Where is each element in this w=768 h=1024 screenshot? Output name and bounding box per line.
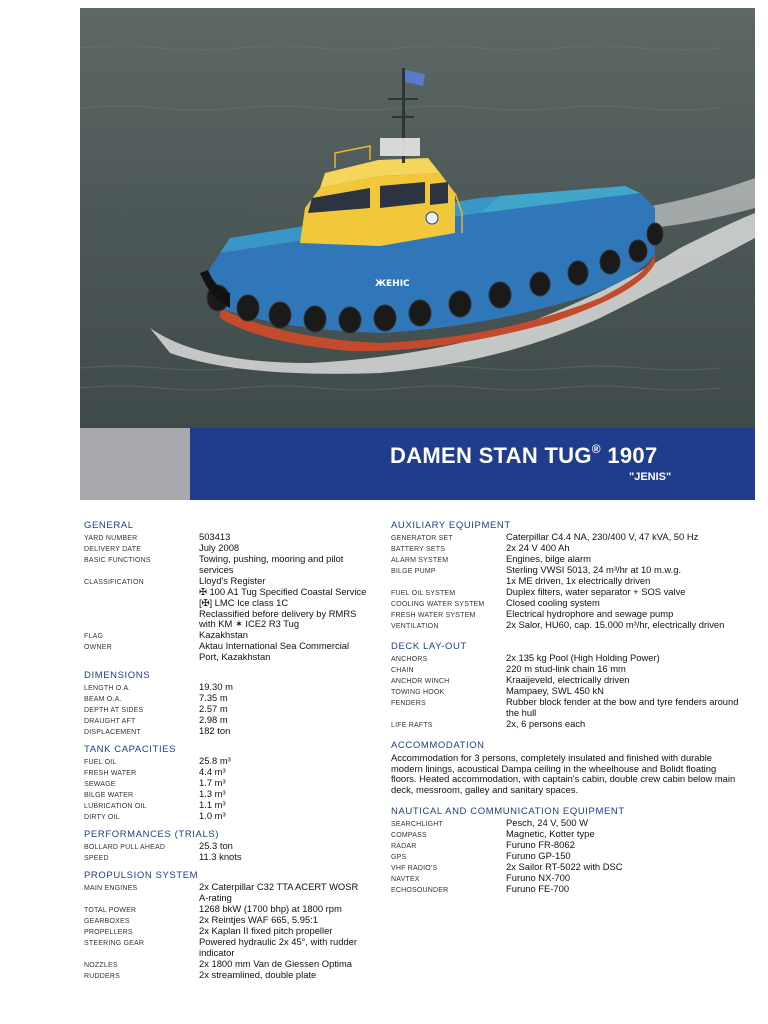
spec-label: DIRTY OIL bbox=[84, 814, 120, 822]
accommodation-text: Accommodation for 3 persons, completely insulated and finished with durable modern linings, acoustical Dampa ceiling in the wheelhouse and Bolidt floating floors. Heated accommodation, with captain's cabin, double crew cabin below main deck, messroom, galley and sanitary spaces. bbox=[391, 751, 736, 796]
spec-value: Duplex filters, water separator + SOS valve bbox=[506, 585, 686, 597]
spec-value: 25.3 ton bbox=[199, 840, 233, 852]
spec-label: BATTERY SETS bbox=[391, 546, 446, 553]
title-model: 1907 bbox=[607, 443, 658, 468]
spec-value: Kazakhstan bbox=[199, 629, 248, 641]
spec-column-right bbox=[391, 520, 751, 895]
spec-label: ANCHORS bbox=[391, 655, 428, 663]
spec-label: LUBRICATION OIL bbox=[84, 803, 147, 811]
spec-label: TOTAL POWER bbox=[84, 906, 137, 914]
spec-label: BOLLARD PULL AHEAD bbox=[84, 844, 166, 852]
title-text: DAMEN STAN TUG bbox=[390, 443, 592, 468]
spec-label: RUDDERS bbox=[84, 972, 121, 980]
spec-label: STEERING GEAR bbox=[84, 939, 145, 947]
spec-label: DISPLACEMENT bbox=[84, 729, 141, 737]
spec-value: Sterling VWSI 5013, 24 m³/hr at 10 m.w.g. 1x ME driven, 1x electrically driven bbox=[506, 564, 682, 586]
trademark-mark: ® bbox=[591, 441, 601, 456]
spec-value: Furuno GP-150 bbox=[506, 850, 571, 862]
spec-row bbox=[84, 682, 374, 693]
spec-value: 1.7 m³ bbox=[199, 777, 226, 789]
section-heading-propulsion: PROPULSION SYSTEM bbox=[84, 870, 199, 882]
spec-value: 2x Salor, HU60, cap. 15.000 m³/hr, electrically driven bbox=[506, 618, 725, 630]
spec-row bbox=[84, 641, 374, 663]
spec-value: 1.1 m³ bbox=[199, 799, 226, 811]
spec-value: Engines, bilge alarm bbox=[506, 553, 591, 564]
spec-value: 1.3 m³ bbox=[199, 788, 226, 800]
page-title bbox=[390, 443, 658, 469]
spec-value: 11.3 knots bbox=[199, 851, 242, 863]
spec-label: ALARM SYSTEM bbox=[391, 557, 449, 564]
spec-value: Electrical hydrophore and sewage pump bbox=[506, 607, 674, 619]
spec-value: 503413 bbox=[199, 531, 231, 542]
spec-row bbox=[391, 697, 751, 719]
spec-label: LENGTH O.A. bbox=[84, 685, 131, 693]
spec-value: Pesch, 24 V, 500 W bbox=[506, 817, 588, 829]
spec-label: COMPASS bbox=[391, 832, 427, 840]
spec-row bbox=[84, 767, 374, 778]
spec-value: Furuno NX-700 bbox=[506, 872, 571, 884]
spec-value: Powered hydraulic 2x 45°, with rudder indicator bbox=[199, 935, 357, 958]
section-heading-general: GENERAL bbox=[84, 520, 134, 531]
spec-label: MAIN ENGINES bbox=[84, 885, 138, 893]
spec-row bbox=[391, 532, 751, 543]
spec-label: SEARCHLIGHT bbox=[391, 821, 443, 829]
spec-label: BILGE WATER bbox=[84, 792, 134, 800]
spec-label: SEWAGE bbox=[84, 781, 116, 789]
spec-row bbox=[84, 811, 374, 822]
spec-value: Mampaey, SWL 450 kN bbox=[506, 684, 604, 696]
spec-row bbox=[391, 565, 751, 587]
spec-label: CHAIN bbox=[391, 666, 414, 674]
spec-value: 2x Reintjes WAF 665, 5.95:1 bbox=[199, 913, 318, 925]
section-deck bbox=[391, 653, 751, 730]
spec-row bbox=[84, 693, 374, 704]
spec-label: NOZZLES bbox=[84, 961, 118, 969]
spec-value: 2x Sailor RT-5022 with DSC bbox=[506, 861, 623, 873]
spec-label: ANCHOR WINCH bbox=[391, 677, 450, 685]
spec-label: FRESH WATER bbox=[84, 770, 137, 778]
spec-column-left bbox=[84, 520, 374, 981]
spec-row bbox=[84, 937, 374, 959]
spec-row bbox=[84, 789, 374, 800]
spec-value: Furuno FR-8062 bbox=[506, 839, 575, 851]
spec-value: 19.30 m bbox=[199, 681, 233, 693]
spec-value: 2x 135 kg Pool (High Holding Power) bbox=[506, 651, 660, 663]
spec-label: DELIVERY DATE bbox=[84, 546, 142, 553]
spec-label: DRAUGHT AFT bbox=[84, 718, 136, 726]
spec-label: GEARBOXES bbox=[84, 917, 130, 925]
spec-label: NAVTEX bbox=[391, 876, 420, 884]
spec-label: CLASSIFICATION bbox=[84, 578, 144, 586]
spec-value: 2.57 m bbox=[199, 703, 228, 715]
spec-label: FLAG bbox=[84, 633, 104, 641]
spec-row bbox=[84, 882, 374, 904]
spec-value: 2x Caterpillar C32 TTA ACERT WOSR A-rating bbox=[199, 881, 359, 904]
spec-value: Caterpillar C4.4 NA, 230/400 V, 47 kVA, 50 Hz bbox=[506, 531, 699, 542]
spec-value: 1268 bkW (1700 bhp) at 1800 rpm bbox=[199, 902, 342, 914]
spec-label: COOLING WATER SYSTEM bbox=[391, 600, 485, 608]
spec-row bbox=[84, 778, 374, 789]
hull-name: ЖЕНІС bbox=[375, 279, 410, 289]
section-general bbox=[84, 532, 374, 663]
section-heading-accommodation: ACCOMMODATION bbox=[391, 739, 485, 751]
spec-value: Furuno FE-700 bbox=[506, 883, 570, 895]
section-dimensions bbox=[84, 682, 374, 737]
section-heading-auxiliary: AUXILIARY EQUIPMENT bbox=[391, 520, 511, 531]
spec-label: YARD NUMBER bbox=[84, 535, 138, 542]
spec-value: 2x, 6 persons each bbox=[506, 717, 586, 729]
vessel-name: "JENIS" bbox=[629, 471, 672, 483]
spec-value: 2x streamlined, double plate bbox=[199, 968, 317, 980]
section-nautical bbox=[391, 818, 751, 895]
spec-row bbox=[84, 852, 374, 863]
spec-label: FUEL OIL bbox=[84, 759, 117, 767]
spec-row bbox=[84, 726, 374, 737]
spec-value: 7.35 m bbox=[199, 692, 228, 704]
spec-value: 2.98 m bbox=[199, 714, 228, 726]
spec-value: 1.0 m³ bbox=[199, 810, 226, 822]
spec-row bbox=[391, 884, 751, 895]
spec-label: PROPELLERS bbox=[84, 928, 133, 936]
spec-value: 2x 24 V 400 Ah bbox=[506, 542, 570, 553]
spec-row bbox=[391, 862, 751, 873]
section-heading-tank-capacities: TANK CAPACITIES bbox=[84, 744, 177, 756]
spec-value: 220 m stud-link chain 16 mm bbox=[506, 662, 626, 674]
spec-value: 4.4 m³ bbox=[199, 766, 226, 778]
spec-label: VHF RADIO'S bbox=[391, 865, 438, 873]
spec-label: TOWING HOOK bbox=[391, 688, 445, 696]
spec-row bbox=[391, 873, 751, 884]
section-heading-deck: DECK LAY-OUT bbox=[391, 640, 467, 652]
spec-value: 25.8 m³ bbox=[199, 755, 231, 767]
spec-row bbox=[84, 704, 374, 715]
spec-row bbox=[84, 800, 374, 811]
spec-label: FENDERS bbox=[391, 699, 426, 707]
spec-row bbox=[391, 620, 751, 631]
spec-value: Aktau International Sea Commercial Port, Kazakhstan bbox=[199, 640, 350, 663]
section-tank-capacities bbox=[84, 756, 374, 822]
title-band bbox=[190, 428, 755, 500]
spec-label: FUEL OIL SYSTEM bbox=[391, 589, 456, 597]
spec-label: BILGE PUMP bbox=[391, 568, 436, 575]
spec-value: 2x 1800 mm Van de Giessen Optima bbox=[199, 957, 353, 969]
spec-value: July 2008 bbox=[199, 542, 240, 553]
spec-row bbox=[84, 576, 374, 631]
spec-row bbox=[84, 554, 374, 576]
spec-value: Closed cooling system bbox=[506, 596, 600, 608]
spec-row bbox=[84, 756, 374, 767]
tug-illustration bbox=[80, 8, 755, 428]
spec-label: GENERATOR SET bbox=[391, 535, 453, 542]
spec-row bbox=[391, 719, 751, 730]
spec-label: SPEED bbox=[84, 855, 109, 863]
spec-value: Kraaijeveld, electrically driven bbox=[506, 673, 630, 685]
spec-value: Magnetic, Kotter type bbox=[506, 828, 595, 840]
spec-label: VENTILATION bbox=[391, 622, 439, 630]
spec-value: 182 ton bbox=[199, 725, 231, 737]
tug-photo bbox=[80, 8, 755, 428]
spec-label: ECHOSOUNDER bbox=[391, 887, 449, 895]
spec-label: DEPTH AT SIDES bbox=[84, 707, 144, 715]
section-heading-nautical: NAUTICAL AND COMMUNICATION EQUIPMENT bbox=[391, 806, 625, 818]
spec-label: OWNER bbox=[84, 644, 112, 652]
title-band-accent bbox=[80, 428, 190, 500]
spec-value: 2x Kaplan II fixed pitch propeller bbox=[199, 924, 333, 936]
section-performances bbox=[84, 841, 374, 863]
section-heading-dimensions: DIMENSIONS bbox=[84, 670, 151, 682]
spec-label: FRESH WATER SYSTEM bbox=[391, 611, 476, 619]
spec-label: BEAM O.A. bbox=[84, 696, 122, 704]
spec-value: Towing, pushing, mooring and pilot services bbox=[199, 553, 344, 575]
section-auxiliary bbox=[391, 532, 751, 631]
spec-value: Lloyd's Register ✠ 100 A1 Tug Specified Coastal Service [✠] LMC Ice class 1C Reclassified before delivery by RMRS with KM ✶ ICE2 R3 Tug bbox=[199, 574, 367, 630]
spec-label: BASIC FUNCTIONS bbox=[84, 557, 151, 564]
section-heading-performances: PERFORMANCES (TRIALS) bbox=[84, 829, 220, 841]
spec-row bbox=[84, 970, 374, 981]
section-propulsion bbox=[84, 882, 374, 981]
spec-label: RADAR bbox=[391, 843, 417, 851]
spec-label: LIFE RAFTS bbox=[391, 721, 433, 729]
spec-row bbox=[391, 840, 751, 851]
spec-value: Rubber block fender at the bow and tyre fenders around the hull bbox=[506, 695, 739, 718]
spec-label: GPS bbox=[391, 854, 407, 862]
